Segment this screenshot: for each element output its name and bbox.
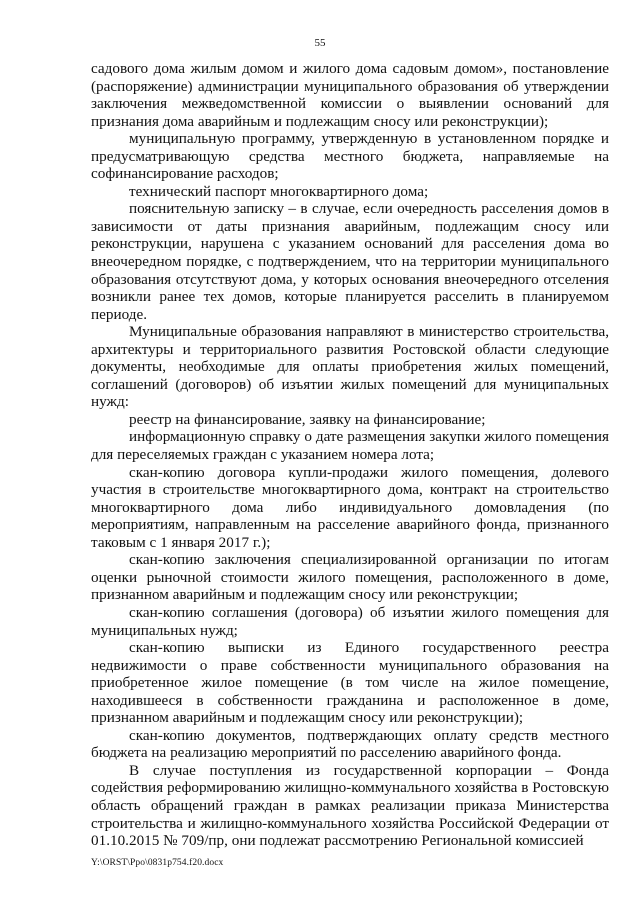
paragraph: скан-копию соглашения (договора) об изъятии жилого помещения для муниципальных нужд; [91, 603, 609, 639]
paragraph: скан-копию договора купли-продажи жилого помещения, долевого участия в строительстве многоквартирного дома, контракт на строительство многоквартирного дома либо индивидуального домовладения (по мероприятиям, направленным на расселение аварийного фонда, признанного таковым с 1 января 2017 г.); [91, 463, 609, 551]
paragraph: скан-копию заключения специализированной организации по итогам оценки рыночной стоимости жилого помещения, расположенного в доме, признанном аварийным и подлежащим сносу или реконструкции; [91, 551, 609, 604]
paragraph: Муниципальные образования направляют в министерство строительства, архитектуры и территориального развития Ростовской области следующие документы, необходимые для оплаты приобретения жилых помещений, соглашений (договоров) об изъятии жилых помещений для муниципальных нужд: [91, 323, 609, 411]
paragraph: муниципальную программу, утвержденную в установленном порядке и предусматривающую средства местного бюджета, направляемые на софинансирование расходов; [91, 130, 609, 183]
paragraph: скан-копию документов, подтверждающих оплату средств местного бюджета на реализацию мероприятий по расселению аварийного фонда. [91, 726, 609, 762]
paragraph: технический паспорт многоквартирного дома; [129, 182, 429, 200]
footer-file-path: Y:\ORST\Ppo\0831p754.f20.docx [91, 858, 224, 868]
paragraph: В случае поступления из государственной корпорации – Фонда содействия реформированию жилищно-коммунального хозяйства в Ростовскую область обращений граждан в рамках реализации приказа Министерства строительства и жилищно-коммунального хозяйства Российской Федерации от 01.10.2015 № 709/пр, они подлежат рассмотрению Региональной комиссией [91, 761, 609, 850]
paragraph: садового дома жилым домом и жилого дома садовым домом», постановление (распоряжение) администрации муниципального образования об утверждении заключения межведомственной комиссии о выявлении оснований для признания дома аварийным и подлежащим сносу или реконструкции); [91, 60, 609, 130]
paragraph: скан-копию выписки из Единого государственного реестра недвижимости о праве собственности муниципального образования на приобретенное жилое помещение (в том числе на жилое помещение, находившееся в собственности гражданина и расположенное в доме, признанном аварийным и подлежащим сносу или реконструкции); [91, 639, 609, 727]
paragraph: информационную справку о дате размещения закупки жилого помещения для переселяемых граждан с указанием номера лота; [91, 428, 609, 464]
paragraph: реестр на финансирование, заявку на финансирование; [129, 410, 486, 428]
page-number: 55 [314, 37, 326, 49]
paragraph: пояснительную записку – в случае, если очередность расселения домов в зависимости от даты признания аварийным, подлежащим сносу или реконструкции, нарушена с указанием оснований для расселения дома во внеочередном порядке, с подтверждением, что на территории муниципального образования отсутствуют дома, у которых основания внеочередного отселения возникли ранее тех домов, которые планируется расселить в планируемом периоде. [91, 200, 609, 323]
document-body [91, 60, 609, 850]
